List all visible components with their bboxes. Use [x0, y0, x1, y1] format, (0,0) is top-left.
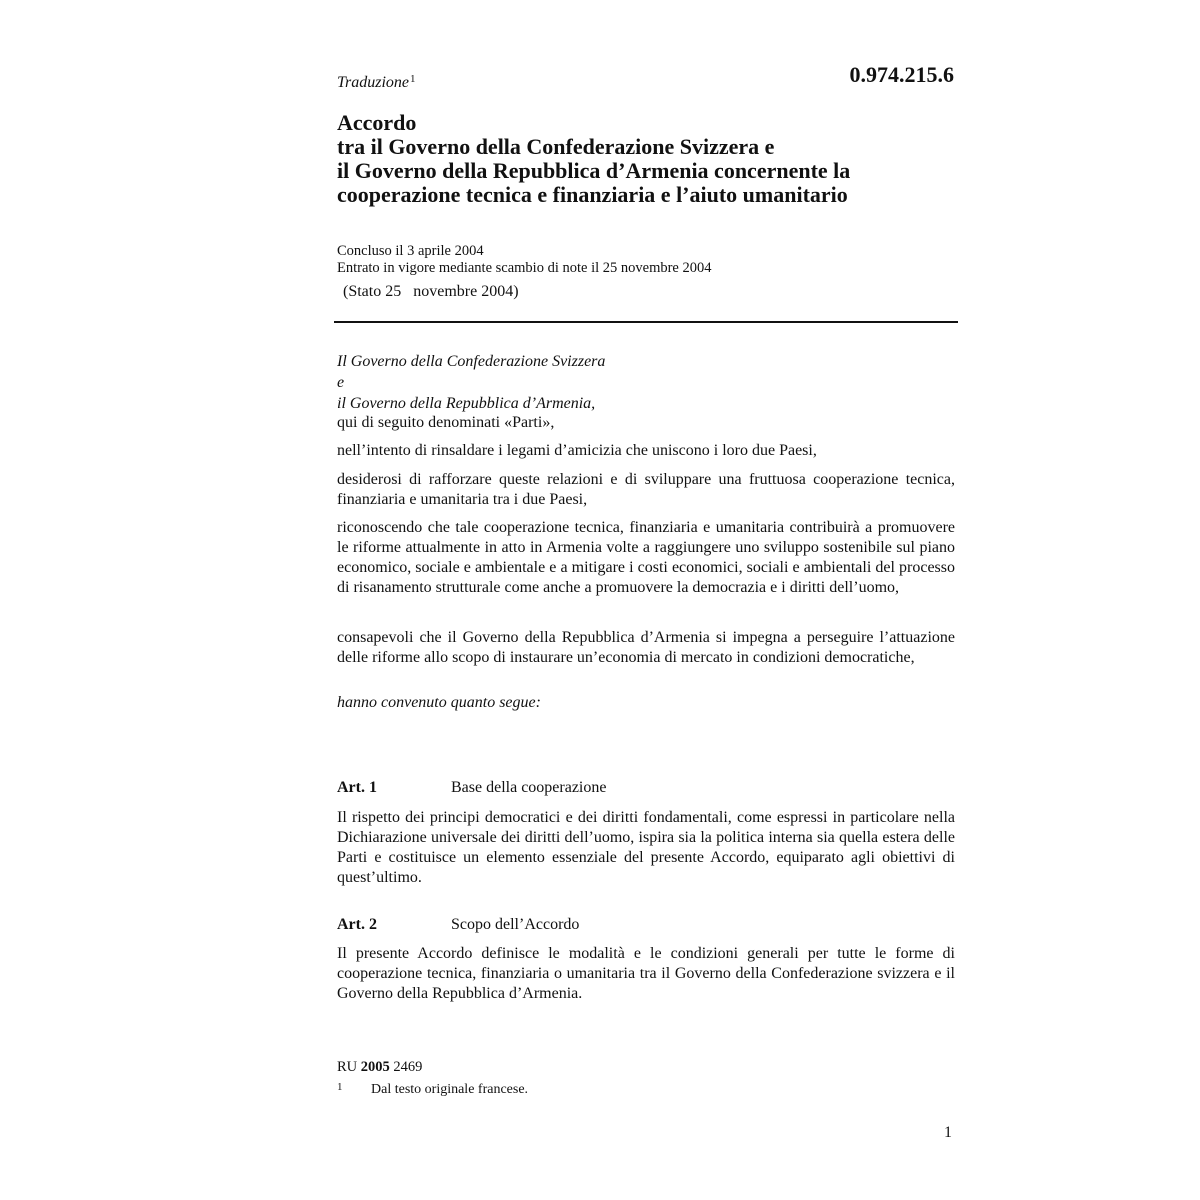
preamble-paragraph: nell’intento di rinsaldare i legami d’amicizia che uniscono i loro due Paesi,: [337, 442, 817, 459]
header-divider: [334, 321, 958, 323]
ru-prefix: RU: [337, 1059, 358, 1075]
title-line: il Governo della Repubblica d’Armenia concernente la: [337, 158, 851, 183]
article-text: Il presente Accordo definisce le modalità e le condizioni generali per tutte le forme di cooperazione tecnica, finanziaria o umanitaria tra il Governo della Confederazione svizzera e il Governo della Repubblica d’Armenia.: [337, 945, 955, 1002]
entry-into-force: Entrato in vigore mediante scambio di note il 25 novembre 2004: [337, 260, 712, 276]
ru-page: 2469: [393, 1059, 423, 1075]
article-heading: [337, 916, 579, 934]
document-meta: [337, 243, 712, 277]
title-line: tra il Governo della Confederazione Svizzera e: [337, 134, 775, 159]
article-title: Base della cooperazione: [451, 779, 607, 796]
article-title: Scopo dell’Accordo: [451, 916, 580, 933]
preamble-paragraph: riconoscendo che tale cooperazione tecnica, finanziaria e umanitaria contribuirà a promuovere le riforme attualmente in atto in Armenia volte a raggiungere uno sviluppo sostenibile sul piano economico, sociale e ambientale e a mitigare i costi economici, sociali e ambientali del processo di risanamento strutturale come anche a promuovere la democrazia e i diritti dell’uomo,: [337, 519, 955, 596]
article-text: Il rispetto dei principi democratici e dei diritti fondamentali, come espressi in particolare nella Dichiarazione universale dei diritti dell’uomo, ispira sia la politica interna sia quella estera delle Parti e costituisce un elemento essenziale del presente Accordo, equiparato agli obiettivi di quest’ultimo.: [337, 809, 955, 886]
preamble-conjunction: e: [337, 374, 345, 391]
preamble-party1: Il Governo della Confederazione Svizzera: [337, 353, 606, 370]
ru-reference: [337, 1059, 422, 1076]
page-number: 1: [944, 1124, 952, 1141]
preamble-closing: hanno convenuto quanto segue:: [337, 694, 541, 711]
article-number: Art. 2: [337, 916, 377, 933]
preamble-party2: il Governo della Repubblica d’Armenia,: [337, 395, 596, 412]
preamble-designation: qui di seguito denominati «Parti»,: [337, 414, 555, 431]
footnote-text: Dal testo originale francese.: [371, 1082, 529, 1097]
title-line: cooperazione tecnica e finanziaria e l’aiuto umanitario: [337, 182, 848, 207]
ru-year: 2005: [360, 1059, 390, 1075]
preamble-paragraph: consapevoli che il Governo della Repubblica d’Armenia si impegna a perseguire l’attuazione delle riforme allo scopo di instaurare un’economia di mercato in condizioni democratiche,: [337, 629, 955, 666]
translation-label: [337, 73, 416, 92]
preamble-paragraph: desiderosi di rafforzare queste relazioni e di sviluppare una fruttuosa cooperazione tecnica, finanziaria e umanitaria tra i due Paesi,: [337, 471, 955, 508]
footnote-ref[interactable]: 1: [410, 73, 416, 85]
title-line: Accordo: [337, 110, 417, 135]
article-heading: [337, 779, 606, 797]
status-date: (Stato 25 novembre 2004): [343, 283, 519, 300]
article-number: Art. 1: [337, 779, 377, 796]
footnote: [337, 1081, 528, 1098]
concluded-date: Concluso il 3 aprile 2004: [337, 243, 484, 259]
footnote-mark: 1: [337, 1081, 343, 1093]
document-title: [337, 111, 977, 207]
sr-number: 0.974.215.6: [849, 62, 954, 87]
translation-label-text: Traduzione: [337, 74, 410, 91]
